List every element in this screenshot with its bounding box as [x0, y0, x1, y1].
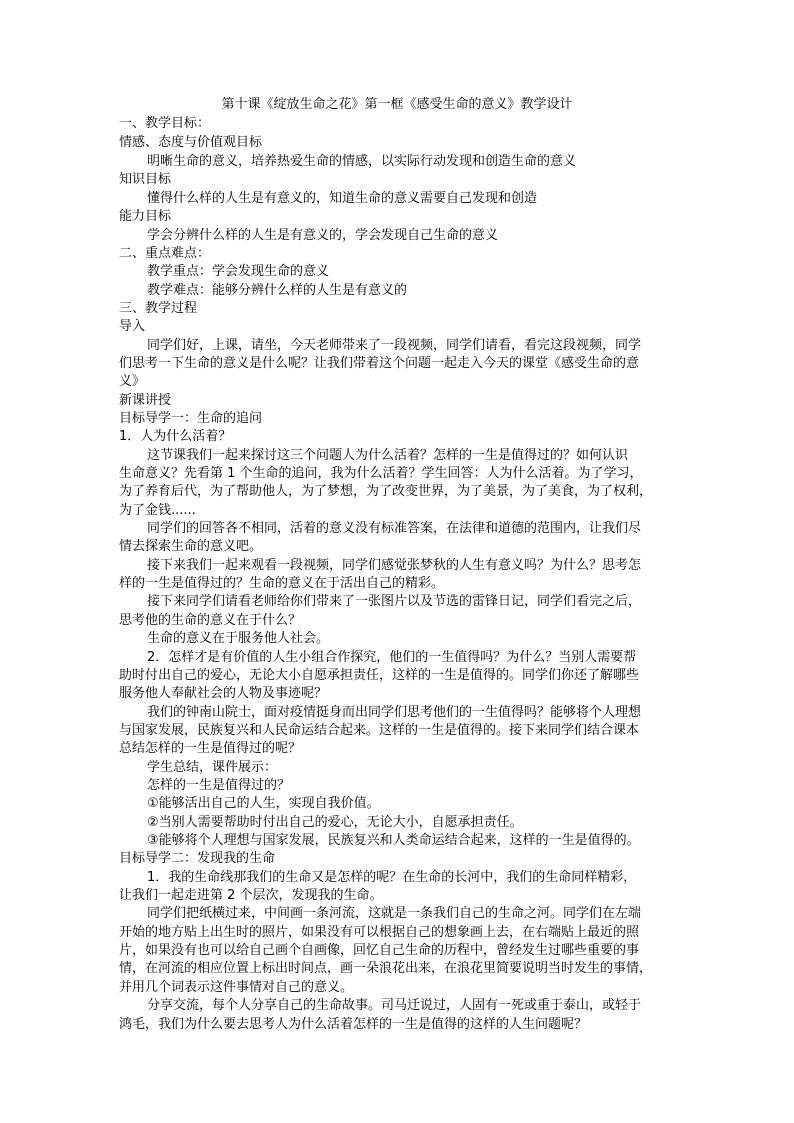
paragraph-line: 开始的地方贴上出生时的照片，如果没有可以根据自己的想象画上去，在右端贴上最近的照: [119, 925, 640, 940]
paragraph-line: 我们的钟南山院士，面对疫情挺身而出同学们思考他们的一生值得吗？能够将个人理想: [147, 705, 642, 720]
paragraph-line: 让我们一起走进第 2 个层次，发现我的生命。: [119, 888, 383, 903]
paragraph-line: 分享交流，每个人分享自己的生命故事。司马迁说过，人固有一死或重于泰山，或轻于: [147, 998, 642, 1013]
paragraph-line: 怎样的一生是值得过的？: [147, 778, 291, 793]
difficult-point: 教学难点：能够分辨什么样的人生是有意义的: [147, 283, 408, 298]
paragraph-line: 为了金钱......: [119, 503, 196, 518]
ability-goal-text: 学会分辨什么样的人生是有意义的，学会发现自己生命的意义: [147, 228, 499, 243]
paragraph-line: 们思考一下生命的意义是什么呢？让我们带着这个问题一起走入今天的课堂《感受生命的意: [119, 356, 640, 371]
paragraph-line: 1．我的生命线那我们的生命又是怎样的呢？在生命的长河中，我们的生命同样精彩，: [147, 870, 637, 885]
paragraph-line: 情，在河流的相应位置上标出时间点，画一朵浪花出来，在浪花里简要说明当时发生的事情，: [119, 961, 653, 976]
document-title: 第十课《绽放生命之花》第一框《感受生命的意义》教学设计: [221, 97, 573, 112]
knowledge-goal-text: 懂得什么样的人生是有意义的，知道生命的意义需要自己发现和创造: [147, 191, 538, 206]
section-goals-heading: 一、教学目标：: [119, 116, 211, 131]
guide1-heading: 目标导学一：生命的追问: [119, 411, 263, 426]
paragraph-line: 鸿毛，我们为什么要去思考人为什么活着怎样的一生是值得的这样的人生问题呢？: [119, 1017, 588, 1032]
paragraph-line: 服务他人奉献社会的人物及事迹呢？: [119, 686, 328, 701]
list-item: ③能够将个人理想与国家发展，民族复兴和人类命运结合起来，这样的一生是值得的。: [147, 833, 640, 848]
paragraph-line: 学生总结，课件展示：: [147, 760, 278, 775]
section-key-heading: 二、重点难点：: [119, 246, 211, 261]
question-1: 1．人为什么活着？: [119, 429, 232, 444]
paragraph-line: 2．怎样才是有价值的人生小组合作探究，他们的一生值得吗？为什么？当别人需要帮: [147, 650, 637, 665]
paragraph-line: 与国家发展，民族复兴和人民命运结合起来。这样的一生是值得的。接下来同学们结合课本: [119, 723, 640, 738]
paragraph-line: 并用几个词表示这件事情对自己的意义。: [119, 980, 354, 995]
paragraph-line: 这节课我们一起来探讨这三个问题人为什么活着？怎样的一生是值得过的？如何认识: [147, 448, 629, 463]
emotion-goal-text: 明晰生命的意义，培养热爱生命的情感，以实际行动发现和创造生命的意义: [147, 154, 577, 169]
paragraph-line: 义》: [119, 374, 146, 389]
paragraph-line: 助时付出自己的爱心，无论大小自愿承担责任，这样的一生是值得的。同学们你还了解哪些: [119, 668, 640, 683]
new-lesson-heading: 新课讲授: [119, 393, 172, 408]
paragraph-line: 同学们好，上课，请坐，今天老师带来了一段视频，同学们请看，看完这段视频，同学: [147, 338, 642, 353]
paragraph-line: 思考他的生命的意义在于什么？: [119, 613, 302, 628]
paragraph-line: 总结怎样的一生是值得过的呢？: [119, 741, 302, 756]
paragraph-line: 片，如果没有也可以给自己画个自画像，回忆自己生命的历程中，曾经发生过哪些重要的事: [119, 943, 640, 958]
knowledge-goal-heading: 知识目标: [119, 172, 172, 187]
paragraph-line: 同学们的回答各不相同，活着的意义没有标准答案，在法律和道德的范围内，让我们尽: [147, 521, 642, 536]
paragraph-line: 接下来我们一起来观看一段视频，同学们感觉张梦秋的人生有意义吗？为什么？思考怎: [147, 558, 642, 573]
paragraph-line: 生命的意义在于服务他人社会。: [147, 631, 330, 646]
paragraph-line: 为了养育后代，为了帮助他人，为了梦想，为了改变世界，为了美景，为了美食，为了权利，: [119, 484, 653, 499]
list-item: ①能够活出自己的人生，实现自我价值。: [147, 796, 380, 811]
key-point: 教学重点：学会发现生命的意义: [147, 264, 330, 279]
paragraph-line: 接下来同学们请看老师给你们带来了一张图片以及节选的雷锋日记，同学们看完之后，: [147, 594, 642, 609]
section-process-heading: 三、教学过程: [119, 301, 198, 316]
emotion-goal-heading: 情感、态度与价值观目标: [119, 135, 263, 150]
intro-heading: 导入: [119, 319, 146, 334]
paragraph-line: 生命意义？先看第 1 个生命的追问，我为什么活着？学生回答：人为什么活着。为了学习，: [119, 466, 643, 481]
ability-goal-heading: 能力目标: [119, 209, 172, 224]
list-item: ②当别人需要帮助时付出自己的爱心，无论大小，自愿承担责任。: [147, 815, 523, 830]
guide2-heading: 目标导学二：发现我的生命: [119, 851, 276, 866]
paragraph-line: 情去探索生命的意义吧。: [119, 539, 263, 554]
paragraph-line: 同学们把纸横过来，中间画一条河流，这就是一条我们自己的生命之河。同学们在左端: [147, 906, 642, 921]
paragraph-line: 样的一生是值得过的？生命的意义在于活出自己的精彩。: [119, 576, 445, 591]
